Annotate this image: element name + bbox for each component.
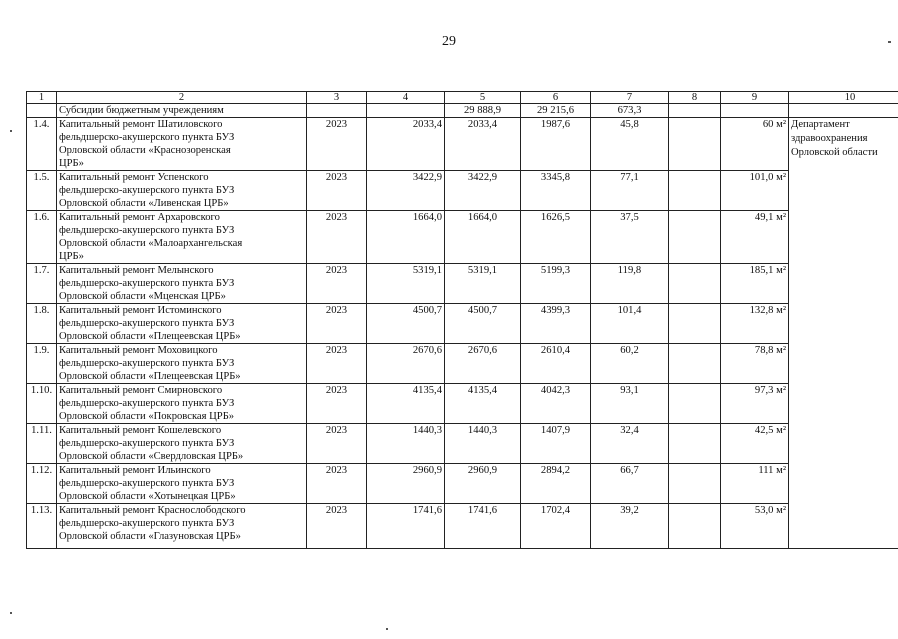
row-c7: 39,2: [591, 504, 669, 549]
scan-speck: [10, 612, 12, 614]
row-c6: 1407,9: [521, 424, 591, 464]
scan-speck: [386, 628, 388, 630]
row-number: 1.11.: [27, 424, 57, 464]
row-description: [57, 118, 307, 171]
row-number: 1.4.: [27, 118, 57, 171]
row-c7: 45,8: [591, 118, 669, 171]
row-total: 2033,4: [367, 118, 445, 171]
row-year: 2023: [307, 384, 367, 424]
description-line: Капитальный ремонт Архаровского: [59, 212, 220, 223]
col-header-4: 4: [367, 92, 445, 104]
col-header-10: 10: [789, 92, 898, 104]
row-c6: 4399,3: [521, 304, 591, 344]
row-total: 2670,6: [367, 344, 445, 384]
row-c5: 3422,9: [445, 171, 521, 211]
row-number: 1.8.: [27, 304, 57, 344]
row-area: 53,0 м²: [721, 504, 789, 549]
row-total: 4500,7: [367, 304, 445, 344]
row-c5: 1440,3: [445, 424, 521, 464]
row-number: 1.13.: [27, 504, 57, 549]
row-area: 101,0 м²: [721, 171, 789, 211]
row-c5: 2033,4: [445, 118, 521, 171]
row-c5: 1664,0: [445, 211, 521, 264]
description-line: ЦРБ»: [59, 251, 84, 262]
row-year: 2023: [307, 171, 367, 211]
subsidy-row: [27, 104, 898, 118]
row-c8: [669, 264, 721, 304]
page-number: 29: [442, 34, 456, 49]
description-line: Капитальный ремонт Кошелевского: [59, 425, 222, 436]
row-year: 2023: [307, 344, 367, 384]
description-line: Орловской области «Глазуновская ЦРБ»: [59, 531, 241, 542]
row-area: 111 м²: [721, 464, 789, 504]
description-line: фельдшерско-акушерского пункта БУЗ: [59, 132, 235, 143]
row-number: 1.7.: [27, 264, 57, 304]
row-c5: 2670,6: [445, 344, 521, 384]
row-c5: 4500,7: [445, 304, 521, 344]
table-row: [27, 504, 898, 549]
description-line: фельдшерско-акушерского пункта БУЗ: [59, 278, 235, 289]
scan-speck: [10, 130, 12, 132]
row-year: 2023: [307, 424, 367, 464]
row-c7: 37,5: [591, 211, 669, 264]
row-year: 2023: [307, 464, 367, 504]
row-area: 78,8 м²: [721, 344, 789, 384]
description-line: Капитальный ремонт Моховицкого: [59, 345, 218, 356]
table-row: [27, 211, 898, 264]
table-row: [27, 464, 898, 504]
table-row: [27, 171, 898, 211]
description-line: фельдшерско-акушерского пункта БУЗ: [59, 438, 235, 449]
row-c6: 1626,5: [521, 211, 591, 264]
table-row: [27, 424, 898, 464]
row-description: [57, 344, 307, 384]
subsidy-c8: [669, 104, 721, 118]
col-header-7: 7: [591, 92, 669, 104]
row-total: 4135,4: [367, 384, 445, 424]
row-description: [57, 464, 307, 504]
row-total: 5319,1: [367, 264, 445, 304]
row-c5: 5319,1: [445, 264, 521, 304]
row-area: 132,8 м²: [721, 304, 789, 344]
description-line: Капитальный ремонт Шатиловского: [59, 119, 223, 130]
row-description: [57, 171, 307, 211]
row-c6: 2894,2: [521, 464, 591, 504]
row-description: [57, 304, 307, 344]
row-c5: 4135,4: [445, 384, 521, 424]
row-description: [57, 211, 307, 264]
row-year: 2023: [307, 118, 367, 171]
row-c5: 1741,6: [445, 504, 521, 549]
description-line: фельдшерско-акушерского пункта БУЗ: [59, 185, 235, 196]
subsidy-num: [27, 104, 57, 118]
description-line: Орловской области «Мценская ЦРБ»: [59, 291, 226, 302]
description-line: ЦРБ»: [59, 158, 84, 169]
description-line: Капитальный ремонт Краснослободского: [59, 505, 246, 516]
subsidy-c4: [367, 104, 445, 118]
row-area: 49,1 м²: [721, 211, 789, 264]
row-c8: [669, 304, 721, 344]
row-year: 2023: [307, 211, 367, 264]
row-area: 42,5 м²: [721, 424, 789, 464]
row-total: 1664,0: [367, 211, 445, 264]
row-c7: 77,1: [591, 171, 669, 211]
col-header-8: 8: [669, 92, 721, 104]
description-line: Капитальный ремонт Успенского: [59, 172, 209, 183]
description-line: Орловской области «Краснозоренская: [59, 145, 231, 156]
col-header-2: 2: [57, 92, 307, 104]
description-line: Орловской области «Малоархангельская: [59, 238, 243, 249]
row-area: 97,3 м²: [721, 384, 789, 424]
row-c6: 1702,4: [521, 504, 591, 549]
subsidy-c6: 29 215,6: [521, 104, 591, 118]
description-line: Капитальный ремонт Ильинского: [59, 465, 211, 476]
row-description: [57, 424, 307, 464]
row-total: 1440,3: [367, 424, 445, 464]
row-number: 1.6.: [27, 211, 57, 264]
row-number: 1.10.: [27, 384, 57, 424]
col-header-9: 9: [721, 92, 789, 104]
subsidy-c5: 29 888,9: [445, 104, 521, 118]
row-number: 1.9.: [27, 344, 57, 384]
subsidy-c9: [721, 104, 789, 118]
table-row: [27, 264, 898, 304]
row-description: [57, 384, 307, 424]
row-description: [57, 264, 307, 304]
description-line: Капитальный ремонт Истоминского: [59, 305, 222, 316]
description-line: Орловской области «Ливенская ЦРБ»: [59, 198, 229, 209]
description-line: Орловской области «Плещеевская ЦРБ»: [59, 371, 241, 382]
description-line: фельдшерско-акушерского пункта БУЗ: [59, 225, 235, 236]
row-c6: 5199,3: [521, 264, 591, 304]
col-header-6: 6: [521, 92, 591, 104]
table-row: [27, 344, 898, 384]
column-number-row: [27, 92, 898, 104]
row-c6: 1987,6: [521, 118, 591, 171]
description-line: фельдшерско-акушерского пункта БУЗ: [59, 518, 235, 529]
row-number: 1.5.: [27, 171, 57, 211]
row-description: [57, 504, 307, 549]
row-c7: 119,8: [591, 264, 669, 304]
col-header-5: 5: [445, 92, 521, 104]
description-line: фельдшерско-акушерского пункта БУЗ: [59, 478, 235, 489]
budget-table: [26, 91, 898, 549]
row-c7: 66,7: [591, 464, 669, 504]
description-line: Капитальный ремонт Мелынского: [59, 265, 214, 276]
description-line: Орловской области «Хотынецкая ЦРБ»: [59, 491, 236, 502]
row-c8: [669, 504, 721, 549]
row-c7: 32,4: [591, 424, 669, 464]
responsible-department: Департамент здравоохранения Орловской области: [789, 118, 898, 549]
row-c6: 4042,3: [521, 384, 591, 424]
row-year: 2023: [307, 304, 367, 344]
col-header-3: 3: [307, 92, 367, 104]
row-area: 60 м²: [721, 118, 789, 171]
description-line: Орловской области «Покровская ЦРБ»: [59, 411, 235, 422]
row-c5: 2960,9: [445, 464, 521, 504]
subsidy-label: Субсидии бюджетным учреждениям: [57, 104, 307, 118]
row-c8: [669, 118, 721, 171]
row-c7: 60,2: [591, 344, 669, 384]
description-line: фельдшерско-акушерского пункта БУЗ: [59, 318, 235, 329]
row-c6: 2610,4: [521, 344, 591, 384]
description-line: фельдшерско-акушерского пункта БУЗ: [59, 358, 235, 369]
subsidy-c10: [789, 104, 898, 118]
row-total: 1741,6: [367, 504, 445, 549]
scan-speck: [888, 41, 891, 43]
table-row: [27, 118, 898, 171]
row-c6: 3345,8: [521, 171, 591, 211]
row-c8: [669, 211, 721, 264]
description-line: Орловской области «Свердловская ЦРБ»: [59, 451, 244, 462]
row-c8: [669, 384, 721, 424]
table-row: [27, 384, 898, 424]
row-year: 2023: [307, 264, 367, 304]
row-c7: 101,4: [591, 304, 669, 344]
row-c8: [669, 464, 721, 504]
subsidy-c7: 673,3: [591, 104, 669, 118]
row-total: 3422,9: [367, 171, 445, 211]
row-total: 2960,9: [367, 464, 445, 504]
col-header-1: 1: [27, 92, 57, 104]
row-c7: 93,1: [591, 384, 669, 424]
table-row: [27, 304, 898, 344]
description-line: фельдшерско-акушерского пункта БУЗ: [59, 398, 235, 409]
row-c8: [669, 424, 721, 464]
row-number: 1.12.: [27, 464, 57, 504]
row-area: 185,1 м²: [721, 264, 789, 304]
description-line: Орловской области «Плещеевская ЦРБ»: [59, 331, 241, 342]
description-line: Капитальный ремонт Смирновского: [59, 385, 223, 396]
row-c8: [669, 344, 721, 384]
subsidy-year: [307, 104, 367, 118]
row-year: 2023: [307, 504, 367, 549]
row-c8: [669, 171, 721, 211]
